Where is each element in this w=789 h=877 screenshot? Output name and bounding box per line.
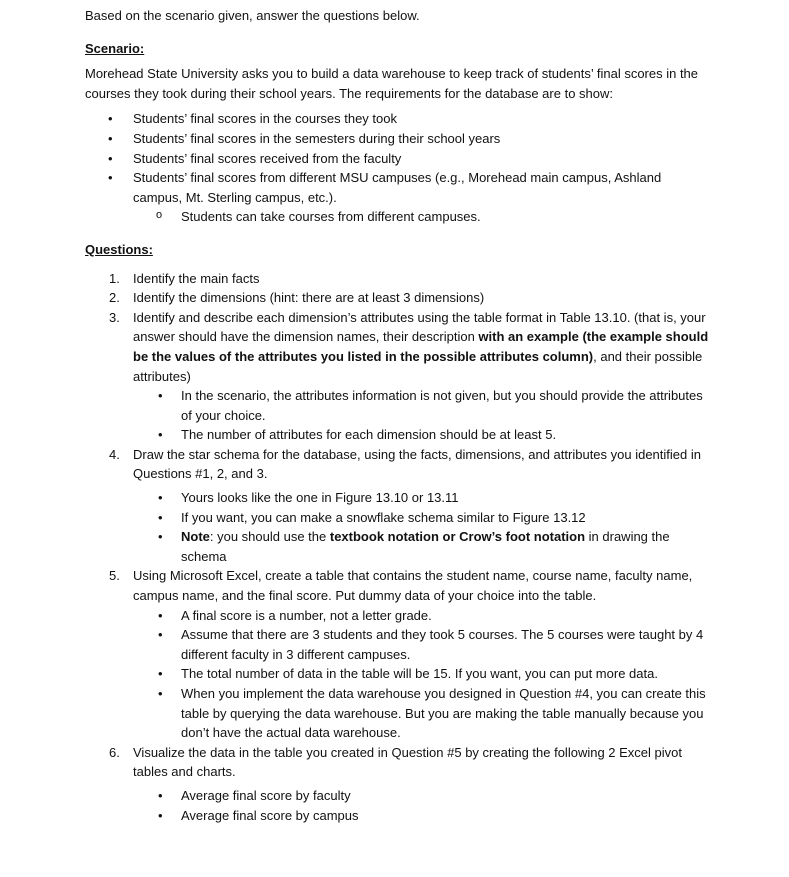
question-bullet: • The total number of data in the table will be 15. If you want, you can put more data. xyxy=(133,664,710,684)
requirement-sublist xyxy=(133,207,710,227)
questions-list xyxy=(85,269,710,826)
question-bullet: • If you want, you can make a snowflake schema similar to Figure 13.12 xyxy=(133,508,710,528)
requirement-item-text: Students’ final scores from different MSU campuses (e.g., Morehead main campus, Ashland campus, Mt. Sterling campus, etc.). xyxy=(133,170,662,205)
document-page xyxy=(85,6,710,825)
question-text: Using Microsoft Excel, create a table that contains the student name, course name, faculty name, campus name, and the final score. Put dummy data of your choice into the table. xyxy=(133,568,693,604)
note-text-part: : you should use the xyxy=(209,529,330,545)
question-6 xyxy=(85,743,710,825)
question-3-bullets xyxy=(133,386,710,445)
question-2 xyxy=(85,288,710,308)
note-text-bold: textbook notation or Crow’s foot notation xyxy=(329,529,586,545)
requirement-item: • Students’ final scores received from the faculty xyxy=(85,149,710,169)
question-bullet: • The number of attributes for each dimension should be at least 5. xyxy=(133,425,710,445)
question-5 xyxy=(85,566,710,742)
intro-text: Based on the scenario given, answer the questions below. xyxy=(85,8,420,23)
question-text-part: Identify and describe each dimension’s attributes using the table format in Table 13.10. (that is, your answer should have the dimension names, their description xyxy=(133,309,706,345)
question-number: 6. xyxy=(109,744,120,760)
question-text-bold: with an example (the example should be the values of the attributes you listed in the possible attributes column) xyxy=(133,329,709,364)
question-bullet: • In the scenario, the attributes information is not given, but you should provide the attributes of your choice. xyxy=(133,386,710,425)
note-text-part: in drawing the schema xyxy=(181,529,670,564)
question-bullet: • Average final score by campus xyxy=(133,806,710,826)
question-text: Identify the main facts xyxy=(133,270,260,286)
question-text: Draw the star schema for the database, using the facts, dimensions, and attributes you identified in Questions #1, 2, and 3. xyxy=(133,446,701,482)
question-number: 4. xyxy=(109,446,120,462)
question-bullet: • When you implement the data warehouse you designed in Question #4, you can create this table by querying the data warehouse. But you are making the table manually because you don’t have the actual data warehouse. xyxy=(133,684,710,743)
question-bullet: • A final score is a number, not a letter grade. xyxy=(133,606,710,626)
question-4 xyxy=(85,445,710,567)
question-number: 1. xyxy=(109,270,120,286)
question-number: 2. xyxy=(109,290,120,306)
question-bullet: • Assume that there are 3 students and they took 5 courses. The 5 courses were taught by 4 different faculty in 3 different campuses. xyxy=(133,625,710,664)
scenario-heading: Scenario: xyxy=(85,40,145,56)
question-text: Identify the dimensions (hint: there are at least 3 dimensions) xyxy=(133,290,485,306)
question-bullet: • Average final score by faculty xyxy=(133,786,710,806)
question-bullet-note xyxy=(133,527,710,566)
question-3 xyxy=(85,308,710,445)
scenario-text: Morehead State University asks you to build a data warehouse to keep track of students’ final scores in the courses they took during their school years. The requirements for the database are to show: xyxy=(85,66,699,101)
requirement-subitem: o Students can take courses from different campuses. xyxy=(133,207,710,227)
question-number: 5. xyxy=(109,568,120,584)
question-number: 3. xyxy=(109,309,120,325)
requirement-item: • Students’ final scores in the courses they took xyxy=(85,109,710,129)
requirement-item: • Students’ final scores in the semesters during their school years xyxy=(85,129,710,149)
questions-heading: Questions: xyxy=(85,241,153,257)
requirements-list xyxy=(85,109,710,227)
question-5-bullets xyxy=(133,606,710,743)
question-text xyxy=(133,310,708,384)
question-text-part: , and their possible attributes) xyxy=(133,348,703,384)
question-4-bullets xyxy=(133,488,710,566)
question-1 xyxy=(85,269,710,289)
question-6-bullets xyxy=(133,786,710,825)
note-label: Note xyxy=(181,529,210,545)
question-bullet: • Yours looks like the one in Figure 13.10 or 13.11 xyxy=(133,488,710,508)
requirement-item xyxy=(85,168,710,227)
question-text: Visualize the data in the table you created in Question #5 by creating the following 2 Excel pivot tables and charts. xyxy=(133,744,682,780)
